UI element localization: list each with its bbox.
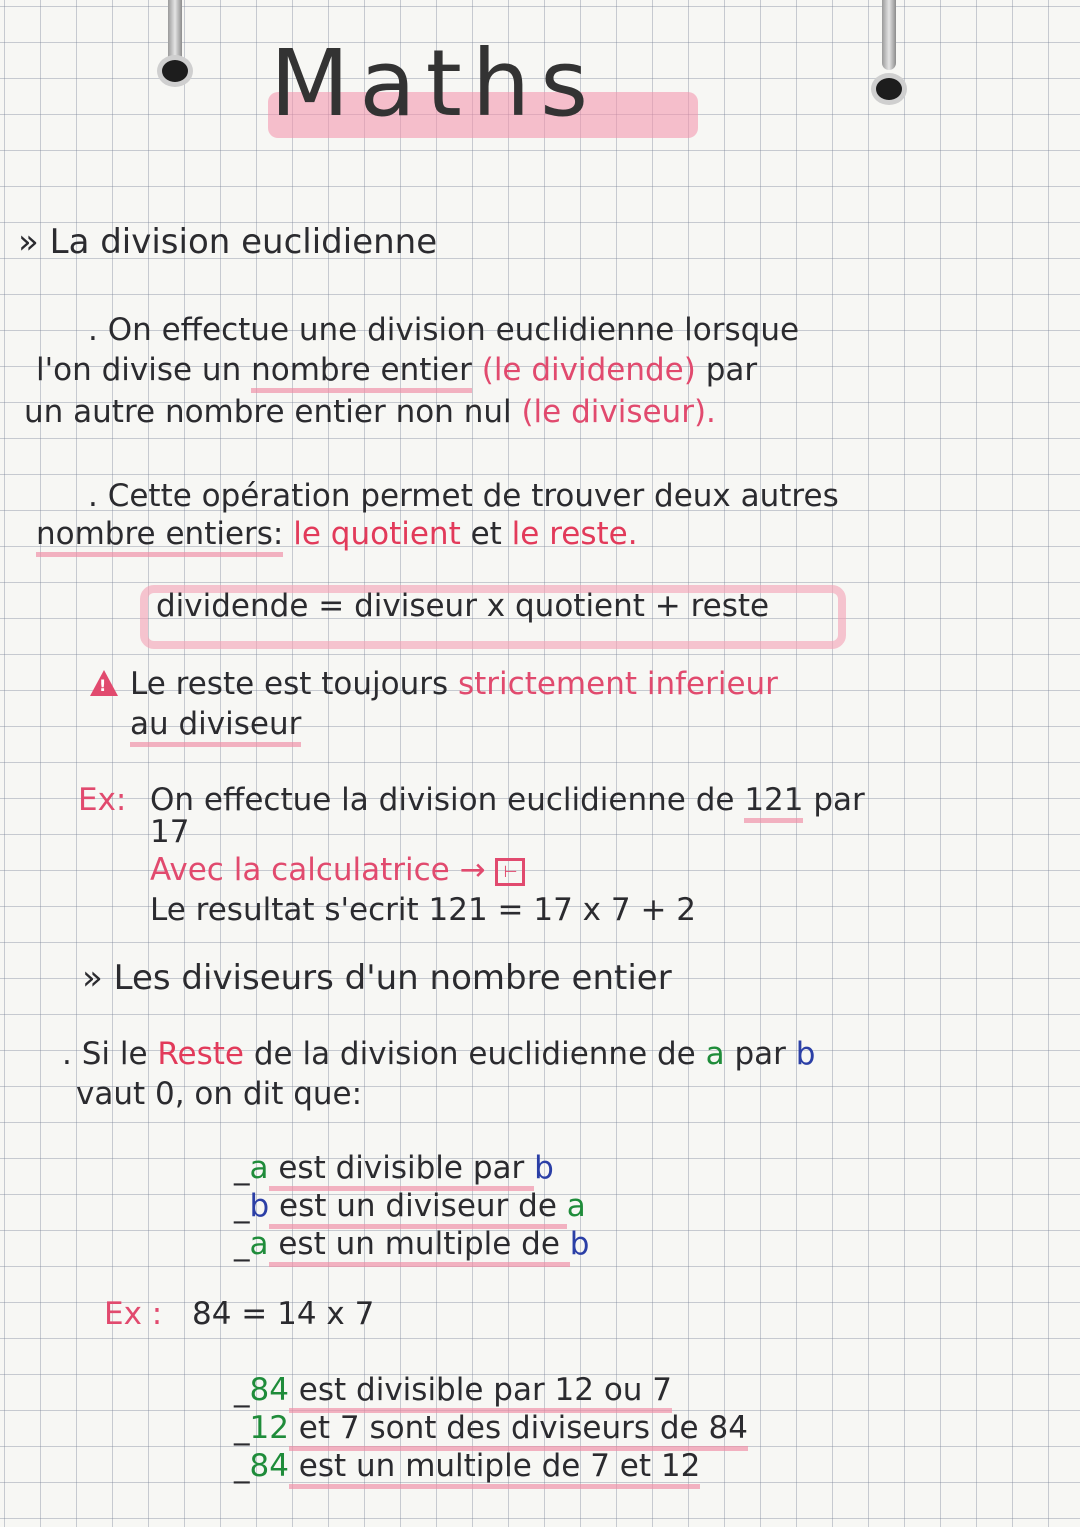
list2-item: _84 est un multiple de 7 et 12	[234, 1448, 700, 1484]
heading-marker: »	[18, 222, 39, 262]
binder-ring-right-bar	[882, 0, 896, 70]
para1-line1: . On effectue une division euclidienne lorsque	[88, 312, 800, 348]
heading-text: La division euclidienne	[49, 222, 438, 262]
list1-item: _a est un multiple de b	[234, 1226, 589, 1262]
calculator-key-icon: ⊢	[495, 858, 525, 886]
heading-text: Les diviseurs d'un nombre entier	[113, 958, 672, 998]
para1-line3: un autre nombre entier non nul (le diviseur).	[24, 394, 716, 430]
list2-item: _12 et 7 sont des diviseurs de 84	[234, 1410, 748, 1446]
example1-line4: Le resultat s'ecrit 121 = 17 x 7 + 2	[150, 892, 696, 928]
warning-line1: Le reste est toujours strictement inferieur	[130, 666, 778, 702]
list1-item: _a est divisible par b	[234, 1150, 554, 1186]
example1-label: Ex:	[78, 782, 127, 818]
warning-line2: au diviseur	[130, 706, 301, 742]
section-heading-division	[18, 222, 437, 262]
list2-item: _84 est divisible par 12 ou 7	[234, 1372, 672, 1408]
section-heading-divisors	[82, 958, 672, 998]
heading-marker: »	[82, 958, 103, 998]
para2-line2: nombre entiers: le quotient et le reste.	[36, 516, 638, 552]
page-title: Maths	[270, 30, 599, 137]
warning-exclamation: !	[99, 676, 107, 695]
para3-line2: vaut 0, on dit que:	[76, 1076, 363, 1112]
binder-ring-right	[876, 78, 902, 100]
example1-line2: 17	[150, 814, 190, 850]
para2-line1: . Cette opération permet de trouver deux autres	[88, 478, 839, 514]
example2-label: Ex :	[104, 1296, 163, 1332]
formula: dividende = diviseur x quotient + reste	[156, 588, 770, 624]
para3-line1: . Si le Reste de la division euclidienne de a par b	[62, 1036, 816, 1072]
example1-line3: Avec la calculatrice → ⊢	[150, 852, 525, 888]
example1-line1: On effectue la division euclidienne de 121 par	[150, 782, 865, 818]
binder-ring-left	[162, 60, 188, 82]
example2-equation: 84 = 14 x 7	[192, 1296, 375, 1332]
para1-line2: l'on divise un nombre entier (le dividende) par	[36, 352, 757, 388]
list1-item: _b est un diviseur de a	[234, 1188, 586, 1224]
